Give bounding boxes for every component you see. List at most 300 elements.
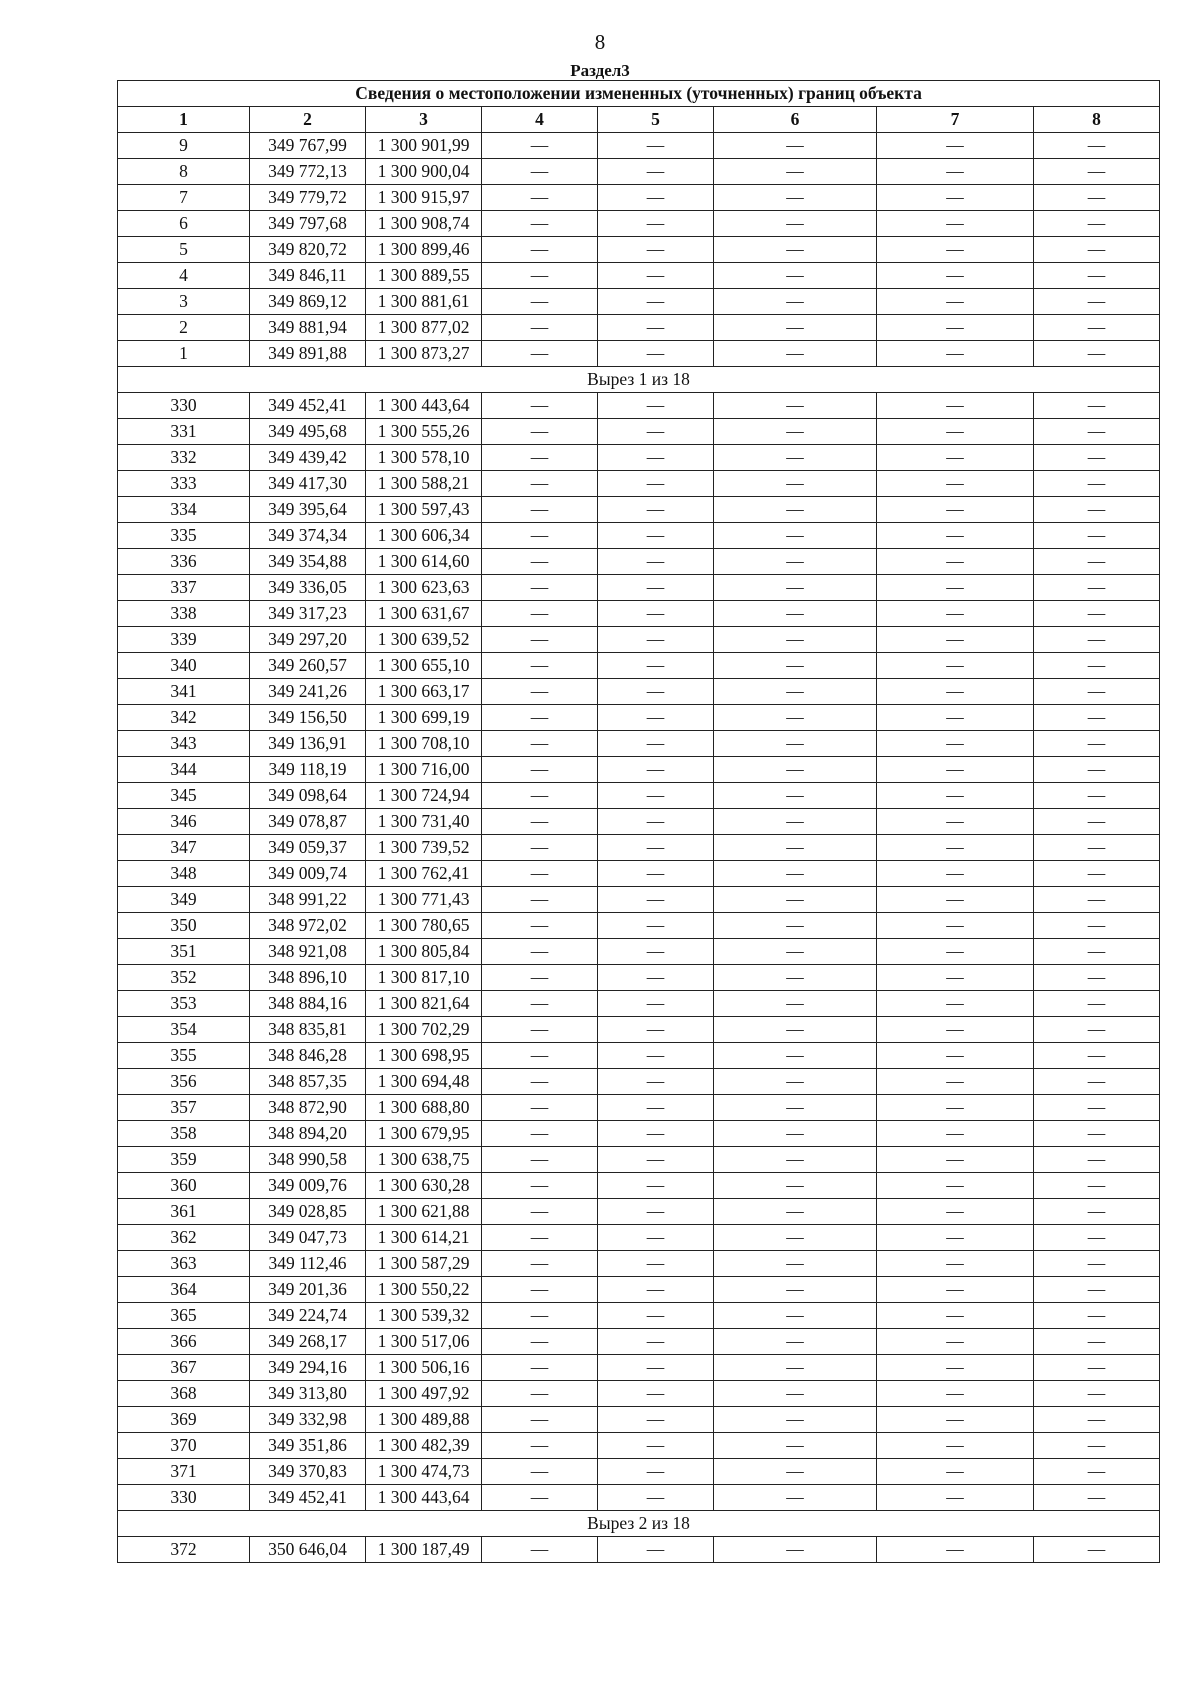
section-title: Раздел3 [570,61,630,80]
x-coordinate-cell: 349 028,85 [250,1199,366,1225]
table-caption-row [118,81,1160,107]
point-number-cell: 9 [118,133,250,159]
dash-cell: — [1034,445,1160,471]
x-coordinate-cell: 348 884,16 [250,991,366,1017]
x-coordinate-cell: 349 009,74 [250,861,366,887]
dash-cell: — [877,653,1034,679]
point-number-cell: 356 [118,1069,250,1095]
x-coordinate-cell: 349 439,42 [250,445,366,471]
dash-cell: — [1034,1485,1160,1511]
point-number-cell: 350 [118,913,250,939]
dash-cell: — [1034,731,1160,757]
dash-cell: — [482,1121,598,1147]
dash-cell: — [714,653,877,679]
dash-cell: — [598,263,714,289]
y-coordinate-cell: 1 300 474,73 [366,1459,482,1485]
dash-cell: — [1034,1069,1160,1095]
dash-cell: — [598,1017,714,1043]
dash-cell: — [482,1251,598,1277]
table-row [118,1303,1160,1329]
x-coordinate-cell: 349 846,11 [250,263,366,289]
column-header: 2 [250,107,366,133]
dash-cell: — [877,549,1034,575]
column-header: 1 [118,107,250,133]
dash-cell: — [482,1381,598,1407]
column-header: 8 [1034,107,1160,133]
dash-cell: — [598,1095,714,1121]
y-coordinate-cell: 1 300 731,40 [366,809,482,835]
dash-cell: — [598,1407,714,1433]
dash-cell: — [877,783,1034,809]
table-row [118,1199,1160,1225]
dash-cell: — [482,549,598,575]
dash-cell: — [598,1173,714,1199]
dash-cell: — [714,1537,877,1563]
dash-cell: — [1034,1095,1160,1121]
y-coordinate-cell: 1 300 663,17 [366,679,482,705]
y-coordinate-cell: 1 300 588,21 [366,471,482,497]
table-row [118,705,1160,731]
x-coordinate-cell: 349 370,83 [250,1459,366,1485]
dash-cell: — [598,211,714,237]
x-coordinate-cell: 349 772,13 [250,159,366,185]
excluded-area-label: Вырез 2 из 18 [118,1511,1160,1537]
dash-cell: — [482,939,598,965]
table-row [118,1485,1160,1511]
point-number-cell: 360 [118,1173,250,1199]
dash-cell: — [482,211,598,237]
x-coordinate-cell: 349 098,64 [250,783,366,809]
dash-cell: — [1034,653,1160,679]
table-row [118,289,1160,315]
column-header-row [118,107,1160,133]
dash-cell: — [482,913,598,939]
dash-cell: — [1034,1459,1160,1485]
x-coordinate-cell: 349 820,72 [250,237,366,263]
y-coordinate-cell: 1 300 899,46 [366,237,482,263]
x-coordinate-cell: 348 835,81 [250,1017,366,1043]
dash-cell: — [714,263,877,289]
y-coordinate-cell: 1 300 614,21 [366,1225,482,1251]
dash-cell: — [482,1147,598,1173]
point-number-cell: 370 [118,1433,250,1459]
dash-cell: — [598,1537,714,1563]
point-number-cell: 339 [118,627,250,653]
dash-cell: — [714,1199,877,1225]
dash-cell: — [877,991,1034,1017]
dash-cell: — [598,1043,714,1069]
dash-cell: — [598,1329,714,1355]
y-coordinate-cell: 1 300 587,29 [366,1251,482,1277]
dash-cell: — [482,1407,598,1433]
y-coordinate-cell: 1 300 698,95 [366,1043,482,1069]
table-row [118,913,1160,939]
y-coordinate-cell: 1 300 550,22 [366,1277,482,1303]
dash-cell: — [598,1069,714,1095]
dash-cell: — [877,1485,1034,1511]
x-coordinate-cell: 350 646,04 [250,1537,366,1563]
column-header: 7 [877,107,1034,133]
dash-cell: — [1034,601,1160,627]
table-row [118,757,1160,783]
dash-cell: — [714,1459,877,1485]
table-row [118,237,1160,263]
dash-cell: — [877,1407,1034,1433]
dash-cell: — [598,913,714,939]
point-number-cell: 361 [118,1199,250,1225]
dash-cell: — [598,1485,714,1511]
dash-cell: — [877,1147,1034,1173]
x-coordinate-cell: 349 395,64 [250,497,366,523]
dash-cell: — [1034,263,1160,289]
x-coordinate-cell: 349 452,41 [250,1485,366,1511]
dash-cell: — [714,705,877,731]
point-number-cell: 349 [118,887,250,913]
column-header: 4 [482,107,598,133]
dash-cell: — [714,471,877,497]
y-coordinate-cell: 1 300 688,80 [366,1095,482,1121]
dash-cell: — [714,341,877,367]
point-number-cell: 6 [118,211,250,237]
dash-cell: — [482,1095,598,1121]
y-coordinate-cell: 1 300 817,10 [366,965,482,991]
dash-cell: — [877,497,1034,523]
point-number-cell: 333 [118,471,250,497]
point-number-cell: 362 [118,1225,250,1251]
dash-cell: — [598,1459,714,1485]
point-number-cell: 8 [118,159,250,185]
table-row [118,991,1160,1017]
dash-cell: — [877,705,1034,731]
dash-cell: — [598,1147,714,1173]
dash-cell: — [877,1173,1034,1199]
dash-cell: — [714,1485,877,1511]
dash-cell: — [482,1329,598,1355]
x-coordinate-cell: 349 201,36 [250,1277,366,1303]
coordinates-table [117,80,1160,1563]
dash-cell: — [482,1069,598,1095]
point-number-cell: 369 [118,1407,250,1433]
table-row [118,939,1160,965]
dash-cell: — [1034,1329,1160,1355]
dash-cell: — [877,523,1034,549]
dash-cell: — [1034,315,1160,341]
dash-cell: — [714,601,877,627]
y-coordinate-cell: 1 300 606,34 [366,523,482,549]
table-row [118,471,1160,497]
dash-cell: — [877,757,1034,783]
table-row [118,1381,1160,1407]
point-number-cell: 359 [118,1147,250,1173]
dash-cell: — [714,1173,877,1199]
dash-cell: — [482,471,598,497]
dash-cell: — [714,575,877,601]
dash-cell: — [877,627,1034,653]
point-number-cell: 335 [118,523,250,549]
dash-cell: — [482,1303,598,1329]
dash-cell: — [598,159,714,185]
dash-cell: — [1034,523,1160,549]
dash-cell: — [598,471,714,497]
point-number-cell: 338 [118,601,250,627]
point-number-cell: 346 [118,809,250,835]
dash-cell: — [877,1537,1034,1563]
point-number-cell: 344 [118,757,250,783]
table-row [118,1043,1160,1069]
dash-cell: — [714,731,877,757]
point-number-cell: 365 [118,1303,250,1329]
dash-cell: — [482,185,598,211]
dash-cell: — [1034,159,1160,185]
y-coordinate-cell: 1 300 679,95 [366,1121,482,1147]
x-coordinate-cell: 349 059,37 [250,835,366,861]
table-row [118,965,1160,991]
dash-cell: — [1034,913,1160,939]
y-coordinate-cell: 1 300 877,02 [366,315,482,341]
table-row [118,1407,1160,1433]
dash-cell: — [714,1043,877,1069]
point-number-cell: 347 [118,835,250,861]
table-row [118,315,1160,341]
x-coordinate-cell: 349 294,16 [250,1355,366,1381]
dash-cell: — [482,835,598,861]
dash-cell: — [482,861,598,887]
dash-cell: — [877,237,1034,263]
point-number-cell: 345 [118,783,250,809]
table-row [118,1459,1160,1485]
x-coordinate-cell: 349 767,99 [250,133,366,159]
x-coordinate-cell: 349 317,23 [250,601,366,627]
table-row [118,731,1160,757]
dash-cell: — [598,1277,714,1303]
table-body [118,133,1160,1563]
dash-cell: — [877,289,1034,315]
x-coordinate-cell: 349 112,46 [250,1251,366,1277]
x-coordinate-cell: 349 297,20 [250,627,366,653]
point-number-cell: 343 [118,731,250,757]
dash-cell: — [1034,497,1160,523]
dash-cell: — [482,237,598,263]
y-coordinate-cell: 1 300 614,60 [366,549,482,575]
dash-cell: — [877,835,1034,861]
dash-cell: — [482,393,598,419]
table-row [118,1277,1160,1303]
y-coordinate-cell: 1 300 639,52 [366,627,482,653]
dash-cell: — [1034,1251,1160,1277]
dash-cell: — [598,1251,714,1277]
dash-cell: — [714,1095,877,1121]
point-number-cell: 366 [118,1329,250,1355]
dash-cell: — [1034,1355,1160,1381]
point-number-cell: 371 [118,1459,250,1485]
dash-cell: — [714,445,877,471]
excluded-area-row [118,1511,1160,1537]
dash-cell: — [877,1303,1034,1329]
y-coordinate-cell: 1 300 739,52 [366,835,482,861]
dash-cell: — [1034,1225,1160,1251]
y-coordinate-cell: 1 300 655,10 [366,653,482,679]
dash-cell: — [714,315,877,341]
dash-cell: — [1034,783,1160,809]
dash-cell: — [714,679,877,705]
dash-cell: — [714,783,877,809]
dash-cell: — [877,419,1034,445]
dash-cell: — [598,1121,714,1147]
y-coordinate-cell: 1 300 908,74 [366,211,482,237]
dash-cell: — [598,341,714,367]
dash-cell: — [714,1407,877,1433]
table-caption: Сведения о местоположении измененных (уточненных) границ объекта [118,81,1160,107]
excluded-area-label: Вырез 1 из 18 [118,367,1160,393]
dash-cell: — [598,705,714,731]
table-row [118,1433,1160,1459]
dash-cell: — [1034,1173,1160,1199]
y-coordinate-cell: 1 300 482,39 [366,1433,482,1459]
dash-cell: — [482,653,598,679]
dash-cell: — [714,1303,877,1329]
dash-cell: — [482,1433,598,1459]
point-number-cell: 372 [118,1537,250,1563]
y-coordinate-cell: 1 300 771,43 [366,887,482,913]
y-coordinate-cell: 1 300 506,16 [366,1355,482,1381]
table-row [118,1095,1160,1121]
point-number-cell: 331 [118,419,250,445]
dash-cell: — [598,1199,714,1225]
dash-cell: — [877,1433,1034,1459]
dash-cell: — [598,731,714,757]
point-number-cell: 363 [118,1251,250,1277]
dash-cell: — [877,575,1034,601]
point-number-cell: 342 [118,705,250,731]
x-coordinate-cell: 348 846,28 [250,1043,366,1069]
dash-cell: — [714,549,877,575]
dash-cell: — [877,263,1034,289]
dash-cell: — [482,419,598,445]
dash-cell: — [1034,393,1160,419]
table-row [118,1355,1160,1381]
point-number-cell: 354 [118,1017,250,1043]
point-number-cell: 334 [118,497,250,523]
table-row [118,159,1160,185]
point-number-cell: 352 [118,965,250,991]
y-coordinate-cell: 1 300 187,49 [366,1537,482,1563]
dash-cell: — [1034,419,1160,445]
dash-cell: — [1034,237,1160,263]
point-number-cell: 4 [118,263,250,289]
dash-cell: — [482,289,598,315]
dash-cell: — [1034,1381,1160,1407]
dash-cell: — [482,1277,598,1303]
x-coordinate-cell: 349 869,12 [250,289,366,315]
point-number-cell: 341 [118,679,250,705]
dash-cell: — [482,1537,598,1563]
dash-cell: — [877,809,1034,835]
dash-cell: — [598,1225,714,1251]
dash-cell: — [877,1381,1034,1407]
dash-cell: — [714,289,877,315]
dash-cell: — [1034,341,1160,367]
dash-cell: — [877,471,1034,497]
dash-cell: — [482,627,598,653]
table-row [118,783,1160,809]
dash-cell: — [1034,1303,1160,1329]
dash-cell: — [482,341,598,367]
dash-cell: — [1034,991,1160,1017]
table-row [118,341,1160,367]
table-row [118,835,1160,861]
dash-cell: — [482,783,598,809]
page-number: 8 [594,30,606,54]
dash-cell: — [598,757,714,783]
dash-cell: — [598,861,714,887]
dash-cell: — [482,1355,598,1381]
y-coordinate-cell: 1 300 623,63 [366,575,482,601]
dash-cell: — [877,159,1034,185]
excluded-area-row [118,367,1160,393]
dash-cell: — [877,1199,1034,1225]
x-coordinate-cell: 349 779,72 [250,185,366,211]
dash-cell: — [598,575,714,601]
dash-cell: — [598,653,714,679]
dash-cell: — [714,809,877,835]
dash-cell: — [714,1381,877,1407]
dash-cell: — [482,1173,598,1199]
dash-cell: — [714,991,877,1017]
dash-cell: — [1034,1407,1160,1433]
dash-cell: — [482,133,598,159]
table-row [118,575,1160,601]
x-coordinate-cell: 348 991,22 [250,887,366,913]
table-row [118,627,1160,653]
table-row [118,1017,1160,1043]
dash-cell: — [598,887,714,913]
table-row [118,1121,1160,1147]
dash-cell: — [877,965,1034,991]
dash-cell: — [877,679,1034,705]
y-coordinate-cell: 1 300 517,06 [366,1329,482,1355]
point-number-cell: 367 [118,1355,250,1381]
dash-cell: — [482,445,598,471]
dash-cell: — [1034,211,1160,237]
dash-cell: — [598,965,714,991]
dash-cell: — [714,1147,877,1173]
dash-cell: — [714,887,877,913]
table-row [118,1173,1160,1199]
dash-cell: — [598,679,714,705]
table-row [118,1069,1160,1095]
x-coordinate-cell: 349 452,41 [250,393,366,419]
table-row [118,445,1160,471]
point-number-cell: 357 [118,1095,250,1121]
dash-cell: — [714,237,877,263]
x-coordinate-cell: 349 260,57 [250,653,366,679]
dash-cell: — [714,1069,877,1095]
table-row [118,497,1160,523]
x-coordinate-cell: 348 972,02 [250,913,366,939]
dash-cell: — [598,185,714,211]
y-coordinate-cell: 1 300 724,94 [366,783,482,809]
dash-cell: — [598,393,714,419]
x-coordinate-cell: 349 268,17 [250,1329,366,1355]
dash-cell: — [598,991,714,1017]
x-coordinate-cell: 349 374,34 [250,523,366,549]
dash-cell: — [714,1225,877,1251]
dash-cell: — [877,1277,1034,1303]
table-row [118,133,1160,159]
x-coordinate-cell: 348 990,58 [250,1147,366,1173]
dash-cell: — [714,1251,877,1277]
dash-cell: — [598,601,714,627]
